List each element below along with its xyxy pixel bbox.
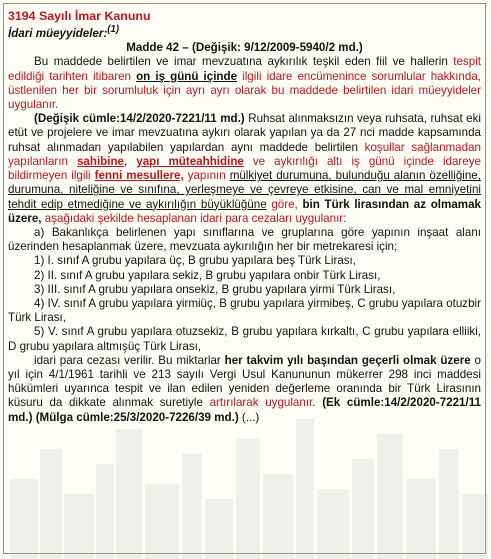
list-item-2: 2) II. sınıf A grubu yapılara sekiz, B grubu yapılara onbir Türk Lirası, xyxy=(34,268,381,282)
paragraph-1: Bu maddede belirtilen ve imar mevzuatına aykırılık teşkil eden fiil ve hallerin tespit edildiği tarihten itibaren on iş günü içinde ilgili idare encümenince sorumlular hakkında, üstlenilen her bir sorumluluk için ayrı ayrı olarak bu maddede belirtilen idari müeyyideler uygulanır. xyxy=(8,55,481,112)
law-text xyxy=(8,9,481,425)
paragraph-3: a) Bakanlıkça belirlenen yapı sınıflarına ve gruplarına göre yapının inşaat alanı üzerinden hesaplanmak üzere, mevzuata aykırılığın her bir metrekaresi için; xyxy=(8,225,481,254)
section-subtitle: İdari müeyyideler:$^{(1)}$ xyxy=(8,24,120,41)
list-item-4: 4) IV. sınıf A grubu yapılara yirmiüç, B grubu yapılara yirmibeş, C grubu yapılara otuzbir Türk Lirası, xyxy=(8,296,481,325)
list-item-3: 3) III. sınıf A grubu yapılara onsekiz, B grubu yapılara yirmi Türk Lirası, xyxy=(34,282,396,296)
paragraph-2: (Değişik cümle:14/2/2020-7221/11 md.) Ruhsat alınmaksızın veya ruhsata, ruhsat eki etüt ve projelere ve imar mevzuatına aykırı olarak yapılan ya da 27 nci madde kapsamında ruhsat alınmadan yapılabilen yapılardan aynı maddede belirtilen koşullar sağlanmadan yapılanların sahibine, yapı müteahhidine ve aykırılığı altı iş günü içinde idareye bildirmeyen ilgili fenni mesullere, yapının mülkiyet durumuna, bulunduğu alanın özelliğine, durumuna, niteliğine ve sınıfına, yerleşmeye ve çevreye etkisine, can ve mal emniyetini tehdit edip etmediğine ve aykırılığın büyüklüğüne göre, bin Türk lirasından az olmamak üzere, aşağıdaki şekilde hesaplanan idari para cezaları uygulanır: xyxy=(8,112,481,225)
list-item-5: 5) V. sınıf A grubu yapılara otuzsekiz, B grubu yapılara kırkaltı, C grubu yapılara elliiki, D grubu yapılara altmışüç Türk Lirası, xyxy=(8,325,481,353)
city-skyline-watermark xyxy=(0,409,491,559)
paragraph-4: idari para cezası verilir. Bu miktarlar her takvim yılı başından geçerli olmak üzere o yıl için 4/1/1961 tarihli ve 213 sayılı Vergi Usul Kanununun mükerrer 298 inci maddesi hükümleri uyarınca tespit ve ilan edilen yeniden değerleme oranında bir Türk Lirasının küsuru da dikkate alınmak suretiyle artırılarak uygulanır. (Ek cümle:14/2/2020-7221/11 md.) (Mülga cümle:25/3/2020-7226/39 md.) (...) xyxy=(8,353,482,424)
article-heading: Madde 42 – (Değişik: 9/12/2009-5940/2 md.) xyxy=(126,41,363,55)
list-item-1: 1) I. sınıf A grubu yapılara üç, B grubu yapılara beş Türk Lirası, xyxy=(34,254,357,268)
footnote-marker: (1) xyxy=(107,24,120,36)
law-title: 3194 Sayılı İmar Kanunu xyxy=(8,9,151,23)
